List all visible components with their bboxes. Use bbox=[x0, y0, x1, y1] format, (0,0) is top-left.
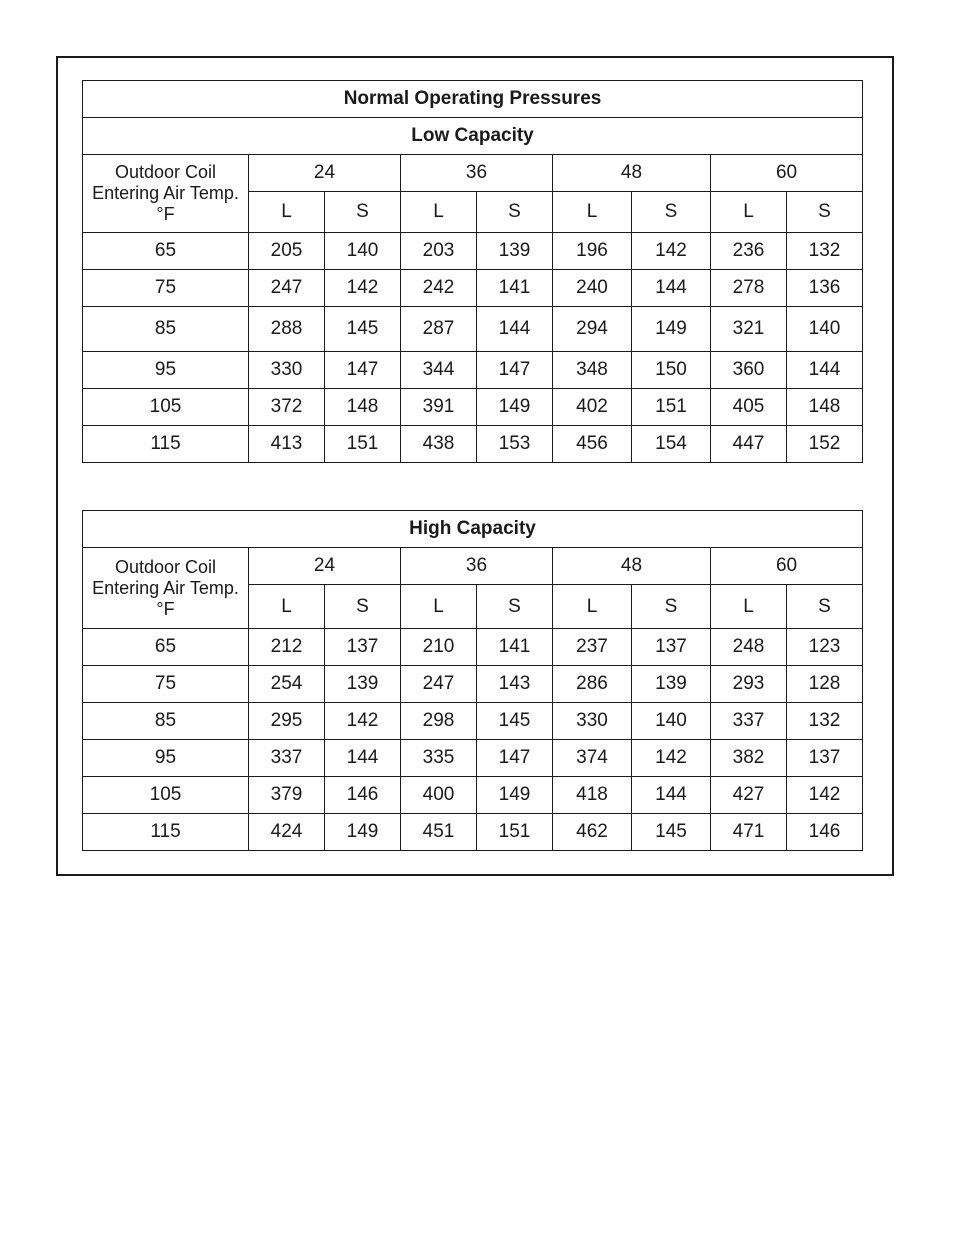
table-row bbox=[83, 233, 863, 270]
table-cell: 75 bbox=[83, 666, 249, 703]
row-header-low: Outdoor Coil Entering Air Temp. °F bbox=[83, 155, 249, 233]
table-cell: 286 bbox=[553, 666, 632, 703]
table-cell: 128 bbox=[787, 666, 863, 703]
table-cell: 196 bbox=[553, 233, 632, 270]
table-cell: 278 bbox=[711, 270, 787, 307]
table-cell: 65 bbox=[83, 629, 249, 666]
table-cell: 140 bbox=[325, 233, 401, 270]
table-cell: 149 bbox=[325, 814, 401, 851]
table-cell: 144 bbox=[787, 352, 863, 389]
table-cell: 141 bbox=[477, 270, 553, 307]
table-cell: 330 bbox=[249, 352, 325, 389]
table-row bbox=[83, 666, 863, 703]
table-cell: 418 bbox=[553, 777, 632, 814]
sub-header-s: S bbox=[325, 585, 401, 629]
table-row bbox=[83, 814, 863, 851]
table-cell: 295 bbox=[249, 703, 325, 740]
sub-header-l: L bbox=[249, 192, 325, 233]
table-cell: 132 bbox=[787, 233, 863, 270]
table-cell: 147 bbox=[477, 352, 553, 389]
table-cell: 154 bbox=[632, 426, 711, 463]
table-cell: 142 bbox=[787, 777, 863, 814]
table-cell: 142 bbox=[632, 740, 711, 777]
table-cell: 144 bbox=[632, 777, 711, 814]
table-cell: 144 bbox=[632, 270, 711, 307]
table-cell: 140 bbox=[632, 703, 711, 740]
table-cell: 140 bbox=[787, 307, 863, 352]
table-cell: 337 bbox=[711, 703, 787, 740]
table-cell: 294 bbox=[553, 307, 632, 352]
table-cell: 149 bbox=[632, 307, 711, 352]
table-cell: 123 bbox=[787, 629, 863, 666]
table-cell: 247 bbox=[401, 666, 477, 703]
table-cell: 247 bbox=[249, 270, 325, 307]
sub-header-l: L bbox=[711, 585, 787, 629]
table-cell: 142 bbox=[325, 270, 401, 307]
table-cell: 144 bbox=[325, 740, 401, 777]
table-cell: 105 bbox=[83, 777, 249, 814]
table-row bbox=[83, 389, 863, 426]
table-cell: 115 bbox=[83, 426, 249, 463]
group-header: 24 bbox=[249, 155, 401, 192]
table-cell: 360 bbox=[711, 352, 787, 389]
table-cell: 147 bbox=[477, 740, 553, 777]
table-cell: 330 bbox=[553, 703, 632, 740]
table-cell: 471 bbox=[711, 814, 787, 851]
table-row bbox=[83, 629, 863, 666]
table-cell: 149 bbox=[477, 389, 553, 426]
table-cell: 344 bbox=[401, 352, 477, 389]
table-cell: 137 bbox=[325, 629, 401, 666]
main-title: Normal Operating Pressures bbox=[83, 81, 863, 118]
table-cell: 105 bbox=[83, 389, 249, 426]
sub-header-s: S bbox=[632, 192, 711, 233]
table-cell: 142 bbox=[325, 703, 401, 740]
sub-header-s: S bbox=[787, 585, 863, 629]
table-cell: 139 bbox=[325, 666, 401, 703]
table-cell: 242 bbox=[401, 270, 477, 307]
group-header: 36 bbox=[401, 155, 553, 192]
group-header: 48 bbox=[553, 155, 711, 192]
group-header: 60 bbox=[711, 155, 863, 192]
table-cell: 139 bbox=[477, 233, 553, 270]
table-cell: 132 bbox=[787, 703, 863, 740]
table-cell: 427 bbox=[711, 777, 787, 814]
table-cell: 142 bbox=[632, 233, 711, 270]
sub-header-s: S bbox=[477, 192, 553, 233]
table-cell: 75 bbox=[83, 270, 249, 307]
table-cell: 145 bbox=[632, 814, 711, 851]
sub-header-l: L bbox=[401, 585, 477, 629]
table-cell: 148 bbox=[325, 389, 401, 426]
table-cell: 151 bbox=[477, 814, 553, 851]
table-cell: 438 bbox=[401, 426, 477, 463]
table-cell: 210 bbox=[401, 629, 477, 666]
table-cell: 151 bbox=[632, 389, 711, 426]
sub-header-l: L bbox=[401, 192, 477, 233]
sub-header-s: S bbox=[325, 192, 401, 233]
table-cell: 236 bbox=[711, 233, 787, 270]
sub-header-s: S bbox=[477, 585, 553, 629]
table-row bbox=[83, 270, 863, 307]
table-cell: 153 bbox=[477, 426, 553, 463]
table-row bbox=[83, 777, 863, 814]
table-cell: 137 bbox=[632, 629, 711, 666]
table-cell: 405 bbox=[711, 389, 787, 426]
table-cell: 139 bbox=[632, 666, 711, 703]
sub-header-l: L bbox=[711, 192, 787, 233]
table-cell: 145 bbox=[477, 703, 553, 740]
table-cell: 95 bbox=[83, 740, 249, 777]
table-cell: 293 bbox=[711, 666, 787, 703]
table-cell: 413 bbox=[249, 426, 325, 463]
table-cell: 141 bbox=[477, 629, 553, 666]
table-cell: 447 bbox=[711, 426, 787, 463]
table-cell: 203 bbox=[401, 233, 477, 270]
table-cell: 146 bbox=[787, 814, 863, 851]
table-cell: 237 bbox=[553, 629, 632, 666]
table-cell: 298 bbox=[401, 703, 477, 740]
table-cell: 254 bbox=[249, 666, 325, 703]
section-title-high: High Capacity bbox=[83, 511, 863, 548]
table-cell: 145 bbox=[325, 307, 401, 352]
table-cell: 372 bbox=[249, 389, 325, 426]
table-cell: 248 bbox=[711, 629, 787, 666]
table-cell: 149 bbox=[477, 777, 553, 814]
table-cell: 424 bbox=[249, 814, 325, 851]
table-cell: 205 bbox=[249, 233, 325, 270]
table-cell: 382 bbox=[711, 740, 787, 777]
section-title-low: Low Capacity bbox=[83, 118, 863, 155]
sub-header-s: S bbox=[787, 192, 863, 233]
table-cell: 151 bbox=[325, 426, 401, 463]
table-cell: 379 bbox=[249, 777, 325, 814]
table-cell: 402 bbox=[553, 389, 632, 426]
table-cell: 374 bbox=[553, 740, 632, 777]
table-row bbox=[83, 740, 863, 777]
table-cell: 152 bbox=[787, 426, 863, 463]
table-cell: 288 bbox=[249, 307, 325, 352]
table-cell: 143 bbox=[477, 666, 553, 703]
table-cell: 456 bbox=[553, 426, 632, 463]
table-row bbox=[83, 703, 863, 740]
table-cell: 462 bbox=[553, 814, 632, 851]
table-cell: 391 bbox=[401, 389, 477, 426]
group-header: 24 bbox=[249, 548, 401, 585]
table-cell: 321 bbox=[711, 307, 787, 352]
table-cell: 144 bbox=[477, 307, 553, 352]
table-cell: 148 bbox=[787, 389, 863, 426]
table-cell: 348 bbox=[553, 352, 632, 389]
table-cell: 95 bbox=[83, 352, 249, 389]
sub-header-l: L bbox=[553, 192, 632, 233]
row-header-high: Outdoor Coil Entering Air Temp. °F bbox=[83, 548, 249, 629]
table-cell: 115 bbox=[83, 814, 249, 851]
sub-header-l: L bbox=[249, 585, 325, 629]
table-cell: 400 bbox=[401, 777, 477, 814]
table-cell: 65 bbox=[83, 233, 249, 270]
table-cell: 337 bbox=[249, 740, 325, 777]
sub-header-l: L bbox=[553, 585, 632, 629]
group-header: 36 bbox=[401, 548, 553, 585]
table-cell: 451 bbox=[401, 814, 477, 851]
group-header: 48 bbox=[553, 548, 711, 585]
low-capacity-table bbox=[82, 80, 863, 463]
table-row bbox=[83, 426, 863, 463]
table-cell: 240 bbox=[553, 270, 632, 307]
table-cell: 212 bbox=[249, 629, 325, 666]
table-cell: 287 bbox=[401, 307, 477, 352]
table-cell: 150 bbox=[632, 352, 711, 389]
table-row bbox=[83, 352, 863, 389]
table-cell: 85 bbox=[83, 703, 249, 740]
table-cell: 147 bbox=[325, 352, 401, 389]
table-cell: 136 bbox=[787, 270, 863, 307]
table-cell: 85 bbox=[83, 307, 249, 352]
table-cell: 137 bbox=[787, 740, 863, 777]
sub-header-s: S bbox=[632, 585, 711, 629]
table-cell: 335 bbox=[401, 740, 477, 777]
group-header: 60 bbox=[711, 548, 863, 585]
high-capacity-table bbox=[82, 510, 863, 851]
table-cell: 146 bbox=[325, 777, 401, 814]
table-row bbox=[83, 307, 863, 352]
